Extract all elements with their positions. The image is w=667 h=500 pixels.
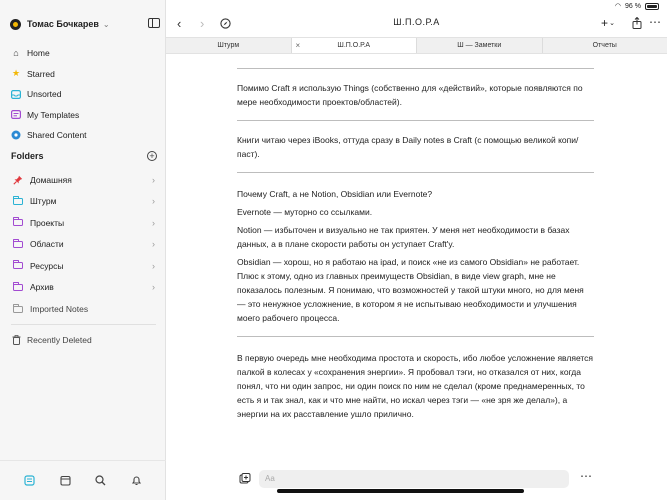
chevron-right-icon: › [152,260,155,271]
divider [237,336,594,337]
tab-shpora[interactable] [292,38,418,53]
more-icon[interactable]: ⋯ [649,15,661,29]
documents-icon[interactable] [23,474,37,488]
folder-label: Архив [30,282,54,293]
divider [237,172,594,173]
shared-icon [11,130,21,140]
pin-icon [13,175,23,185]
sidebar-bottom-bar [0,460,166,500]
paragraph[interactable]: Obsidian — хорош, но я работаю на ipad, и поиск «не из самого Obsidian» не работает. Плюс к этому, одно из главных преимуществ Obsidian, в виде view graph, мне не показалось полезным. Я понимаю, что возможностей у такой штуки много, но для меня — это ненужное усложнение, в котором я не испытываю необходимости и улучшения моего рабочего процесса. [237,257,584,323]
more-options-icon[interactable]: ⋯ [580,469,592,483]
sidebar-divider [11,324,156,325]
folder-item-home[interactable] [0,169,166,191]
chevron-right-icon: › [152,239,155,250]
editor-bottom-bar [166,460,667,500]
text-input[interactable]: Aa [259,470,569,488]
tab-label: Отчеты [592,42,617,49]
tab-bar [166,37,667,54]
tab-label: Ш.П.О.Р.А [337,42,371,49]
document-title: Ш.П.О.Р.А [393,17,440,27]
folder-icon [13,198,23,205]
workspace-switcher[interactable] [10,15,160,33]
sidebar-item-imported[interactable] [13,299,88,319]
folder-label: Домашняя [30,174,72,185]
folder-label: Области [30,239,64,250]
sidebar-item-home[interactable] [0,43,166,64]
folder-list [0,169,166,298]
folder-item-shturm[interactable] [0,191,166,213]
add-card-icon[interactable] [239,472,251,487]
divider [237,68,594,69]
document-body[interactable] [237,62,594,421]
sidebar-item-label: Starred [27,68,55,79]
search-icon[interactable] [94,474,108,488]
sidebar-item-unsorted[interactable] [0,84,166,105]
paragraph[interactable]: Почему Craft, а не Notion, Obsidian или Evernote? [237,189,433,199]
sidebar [0,0,166,500]
deleted-label: Recently Deleted [27,335,92,345]
sidebar-item-templates[interactable] [0,105,166,126]
share-icon[interactable] [632,17,642,32]
chevron-right-icon: › [152,282,155,293]
folder-icon [13,284,23,291]
folder-item-areas[interactable] [0,234,166,256]
chevron-down-icon: ⌄ [102,19,110,29]
sidebar-item-deleted[interactable] [11,330,92,350]
chevron-right-icon: › [152,174,155,185]
divider [237,120,594,121]
folder-icon [13,241,23,248]
home-indicator [277,489,524,493]
paragraph[interactable]: В первую очередь мне необходима простота и скорость, ибо любое усложнение является палкой в колесах у «сохранения энергии». Я пробовал тэги, но отказался от них, когда понял, что ни один запрос, ни один поиск по ним не сделал (кроме преднамеренных, то есть я и так знал, как и что мне найти, но искал через тэги — «не зря же делал»), а энергии на их расставление ушло прилично. [237,353,594,419]
tab-label: Штурм [217,42,240,49]
folder-icon [13,262,23,269]
calendar-icon[interactable] [58,474,72,488]
folder-label: Ресурсы [30,260,64,271]
back-icon[interactable]: ‹ [177,16,182,31]
folder-icon [13,219,23,226]
tab-reports[interactable] [543,38,667,53]
sidebar-item-label: My Templates [27,109,80,120]
home-icon: ⌂ [13,48,19,59]
tab-shturm[interactable] [166,38,292,53]
add-block-button[interactable]: + ⌄ [601,16,615,30]
sidebar-item-label: Shared Content [27,130,87,141]
paragraph[interactable]: Evernote — муторно со ссылками. [237,207,373,217]
forward-icon[interactable]: › [200,16,205,31]
sidebar-item-starred[interactable] [0,64,166,85]
folder-icon [13,306,23,313]
folder-label: Штурм [30,196,57,207]
trash-icon [11,335,21,345]
tab-notes[interactable] [417,38,543,53]
main-pane [166,0,667,500]
chevron-right-icon: › [152,196,155,207]
workspace-logo-icon [10,19,21,30]
star-icon: ★ [11,68,21,79]
sidebar-toggle-icon[interactable] [148,18,160,28]
top-bar [166,12,667,36]
paragraph[interactable]: Notion — избыточен и визуально не так приятен. У меня нет необходимости в базах данных, а в плане скорости работы он уступает Craft'y. [237,225,570,249]
paragraph[interactable]: Помимо Craft я использую Things (собственно для «действий», которые появляются по мере необходимости проектов/областей). [237,83,583,107]
folder-item-projects[interactable] [0,212,166,234]
sidebar-item-label: Home [27,48,50,59]
folder-label: Проекты [30,217,65,228]
sidebar-item-shared[interactable] [0,125,166,146]
sidebar-item-label: Unsorted [27,89,62,100]
templates-icon [11,110,21,120]
workspace-name: Томас Бочкарев [27,19,99,29]
folder-item-archive[interactable] [0,277,166,299]
close-icon[interactable]: × [295,41,301,50]
tab-label: Ш — Заметки [457,42,502,49]
folders-header [11,148,157,164]
chevron-right-icon: › [152,217,155,228]
wifi-icon: ◠ [614,3,622,10]
add-folder-icon[interactable]: + [147,151,157,161]
sidebar-nav [0,43,166,146]
paragraph[interactable]: Книги читаю через iBooks, оттуда сразу в Daily notes в Craft (с помощью великой копи/паст). [237,135,579,159]
battery-label: 96 % [625,2,641,10]
folders-title: Folders [11,151,44,161]
inbox-icon [11,89,21,99]
imported-label: Imported Notes [30,304,89,314]
folder-item-resources[interactable] [0,255,166,277]
bell-icon[interactable] [129,474,143,488]
